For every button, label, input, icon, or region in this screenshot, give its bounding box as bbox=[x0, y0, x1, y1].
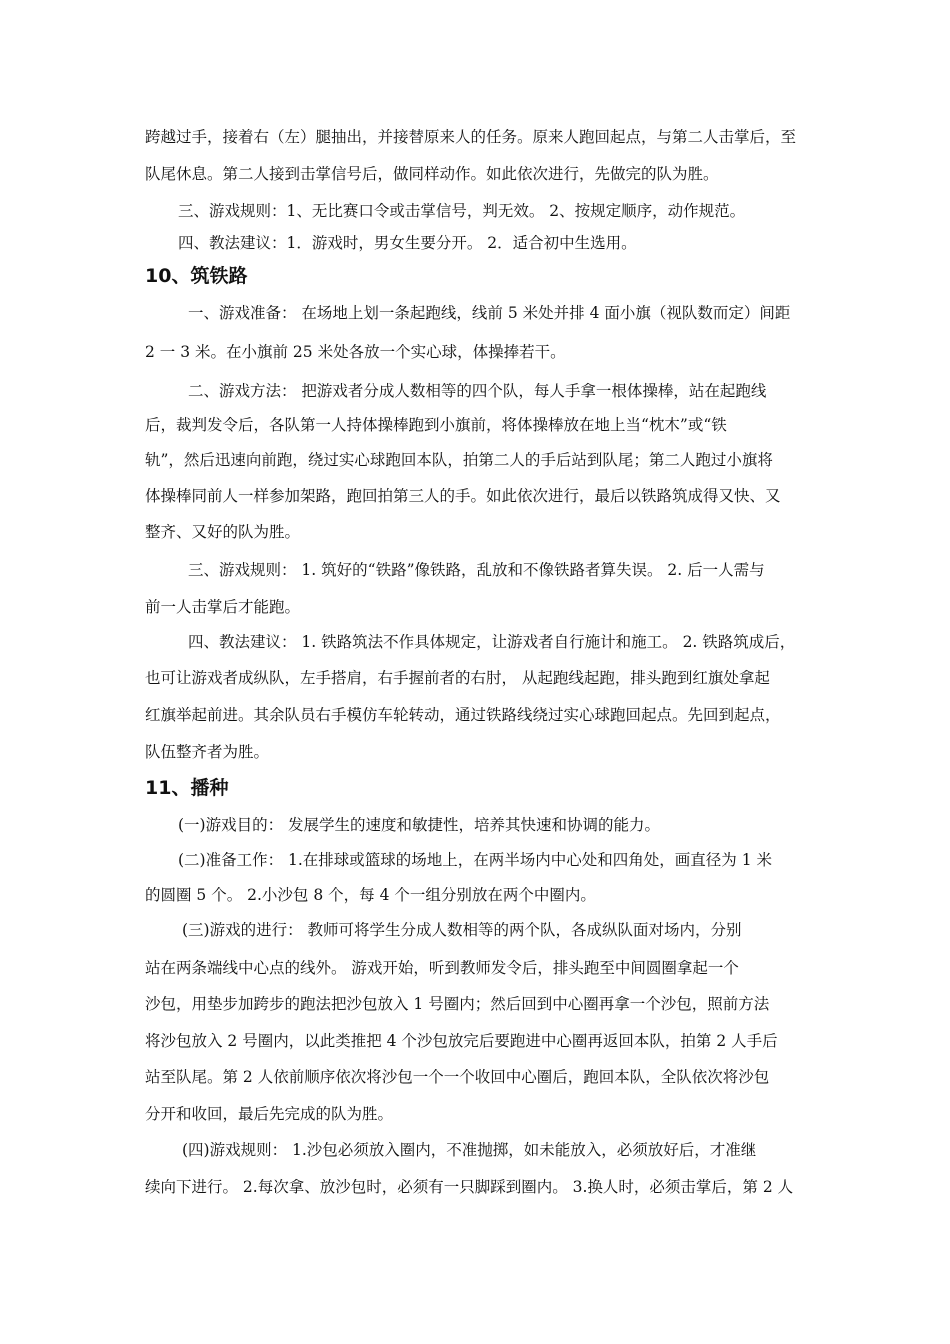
paragraph-line: (一)游戏目的： 发展学生的速度和敏捷性，培养其快速和协调的能力。 bbox=[178, 816, 661, 834]
paragraph-line: 2 一 3 米。在小旗前 25 米处各放一个实心球，体操捧若干。 bbox=[145, 343, 566, 361]
paragraph-line: 续向下进行。 2.每次拿、放沙包时，必须有一只脚踩到圈内。 3.换人时，必须击掌后，第 2 人 bbox=[145, 1178, 794, 1196]
section-heading-sowing: 11、播种 bbox=[145, 777, 229, 799]
paragraph-line: 后，裁判发令后，各队第一人持体操棒跑到小旗前，将体操棒放在地上当“枕木”或“铁 bbox=[145, 416, 727, 434]
paragraph-line: 的圆圈 5 个。 2.小沙包 8 个，每 4 个一组分别放在两个中圈内。 bbox=[145, 886, 596, 904]
paragraph-line: (三)游戏的进行： 教师可将学生分成人数相等的两个队，各成纵队面对场内，分别 bbox=[182, 921, 742, 939]
paragraph-line: 红旗举起前进。其余队员右手模仿车轮转动，通过铁路线绕过实心球跑回起点。先回到起点， bbox=[145, 706, 781, 724]
paragraph-line: (四)游戏规则： 1.沙包必须放入圈内，不准抛掷，如未能放入，必须放好后，才准继 bbox=[182, 1141, 757, 1159]
section-heading-railway: 10、筑铁路 bbox=[145, 265, 248, 287]
paragraph-line: 轨”，然后迅速向前跑，绕过实心球跑回本队，拍第二人的手后站到队尾；第二人跑过小旗将 bbox=[145, 451, 773, 469]
paragraph-line: 分开和收回，最后先完成的队为胜。 bbox=[145, 1105, 394, 1123]
paragraph-line: (二)准备工作： 1.在排球或篮球的场地上，在两半场内中心处和四角处，画直径为 1 米 bbox=[178, 851, 773, 869]
rules-line: 三、游戏规则：1、无比赛口令或击掌信号，判无效。 2、按规定顺序，动作规范。 bbox=[178, 202, 746, 220]
paragraph-line: 体操棒同前人一样参加架路，跑回拍第三人的手。如此依次进行，最后以铁路筑成得又快、又 bbox=[145, 487, 781, 505]
paragraph-line: 队尾休息。第二人接到击掌信号后，做同样动作。如此依次进行，先做完的队为胜。 bbox=[145, 165, 719, 183]
paragraph-line: 一、游戏准备： 在场地上划一条起跑线，线前 5 米处并排 4 面小旗（视队数而定）间距 bbox=[188, 304, 791, 322]
paragraph-line: 二、游戏方法： 把游戏者分成人数相等的四个队，每人手拿一根体操棒，站在起跑线 bbox=[188, 382, 767, 400]
paragraph-line: 队伍整齐者为胜。 bbox=[145, 743, 270, 761]
teaching-tips-line: 四、教法建议：1．游戏时，男女生要分开。 2．适合初中生选用。 bbox=[178, 234, 637, 252]
paragraph-line: 跨越过手，接着右（左）腿抽出，并接替原来人的任务。原来人跑回起点，与第二人击掌后，至 bbox=[145, 128, 797, 146]
paragraph-line: 沙包，用垫步加跨步的跑法把沙包放入 1 号圈内；然后回到中心圈再拿一个沙包，照前方法 bbox=[145, 995, 770, 1013]
paragraph-line: 四、教法建议： 1. 铁路筑法不作具体规定，让游戏者自行施计和施工。 2. 铁路筑成后， bbox=[188, 633, 796, 651]
paragraph-line: 也可让游戏者成纵队，左手搭肩，右手握前者的右肘， 从起跑线起跑，排头跑到红旗处拿起 bbox=[145, 669, 770, 687]
paragraph-line: 将沙包放入 2 号圈内，以此类推把 4 个沙包放完后要跑进中心圈再返回本队，拍第 2 人手后 bbox=[145, 1032, 778, 1050]
paragraph-line: 三、游戏规则： 1. 筑好的“铁路”像铁路，乱放和不像铁路者算失误。 2. 后一人需与 bbox=[188, 561, 765, 579]
paragraph-line: 站在两条端线中心点的线外。 游戏开始，听到教师发令后，排头跑至中间圆圈拿起一个 bbox=[145, 959, 739, 977]
paragraph-line: 站至队尾。第 2 人依前顺序依次将沙包一个一个收回中心圈后，跑回本队，全队依次将沙包 bbox=[145, 1068, 770, 1086]
paragraph-line: 前一人击掌后才能跑。 bbox=[145, 598, 301, 616]
paragraph-line: 整齐、又好的队为胜。 bbox=[145, 523, 301, 541]
